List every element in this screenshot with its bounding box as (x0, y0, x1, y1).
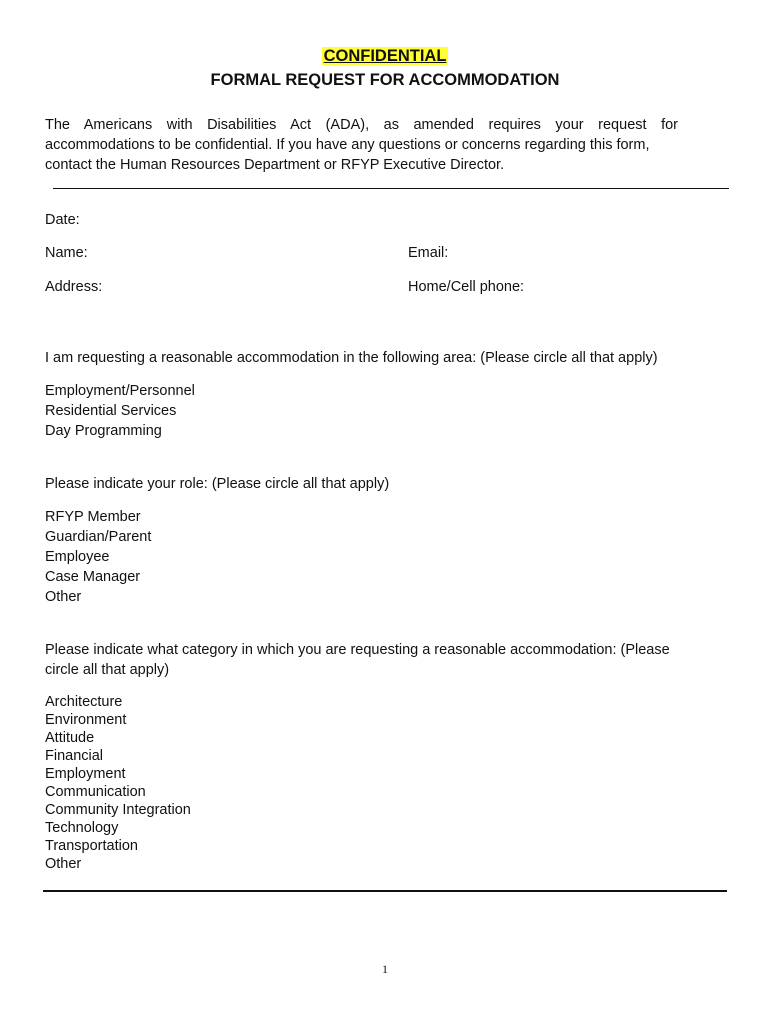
intro-line-2: accommodations to be confidential. If you have any questions or concerns regarding this form, (45, 137, 650, 153)
intro-line-1: The Americans with Disabilities Act (ADA), as amended requires your request for (45, 117, 678, 133)
phone-label: Home/Cell phone: (408, 279, 525, 295)
area-options (45, 381, 195, 441)
list-item: Employee (45, 549, 110, 565)
list-item: RFYP Member (45, 509, 141, 525)
list-item: Transportation (45, 838, 138, 854)
list-item: Employment (45, 766, 126, 782)
list-item: Technology (45, 820, 119, 836)
list-item: Guardian/Parent (45, 529, 152, 545)
list-item: Financial (45, 748, 104, 764)
role-options (45, 507, 151, 607)
address-label: Address: (45, 279, 103, 295)
list-item: Case Manager (45, 569, 141, 585)
list-item: Architecture (45, 694, 123, 710)
list-item: Other (45, 856, 82, 872)
list-item: Communication (45, 784, 146, 800)
intro-line-3: contact the Human Resources Department or RFYP Executive Director. (45, 157, 505, 173)
intro-paragraph (45, 115, 678, 175)
date-label: Date: (45, 212, 80, 228)
top-divider (53, 188, 729, 189)
page-number: 1 (382, 962, 388, 976)
list-item: Attitude (45, 730, 95, 746)
role-prompt: Please indicate your role: (Please circle all that apply) (45, 476, 390, 492)
category-prompt-line-1: Please indicate what category in which you are requesting a reasonable accommodation: (Please (45, 642, 670, 658)
list-item: Other (45, 589, 82, 605)
list-item: Employment/Personnel (45, 383, 195, 399)
category-options (45, 693, 191, 873)
list-item: Day Programming (45, 423, 162, 439)
area-prompt: I am requesting a reasonable accommodation in the following area: (Please circle all that apply) (45, 350, 658, 366)
list-item: Community Integration (45, 802, 191, 818)
name-label: Name: (45, 245, 88, 261)
bottom-divider (43, 890, 727, 892)
confidential-label: CONFIDENTIAL (323, 47, 447, 65)
email-label: Email: (408, 245, 449, 261)
list-item: Residential Services (45, 403, 177, 419)
category-prompt-line-2: circle all that apply) (45, 662, 170, 678)
confidential-heading (0, 46, 770, 66)
list-item: Environment (45, 712, 127, 728)
form-title: FORMAL REQUEST FOR ACCOMMODATION (210, 71, 560, 89)
